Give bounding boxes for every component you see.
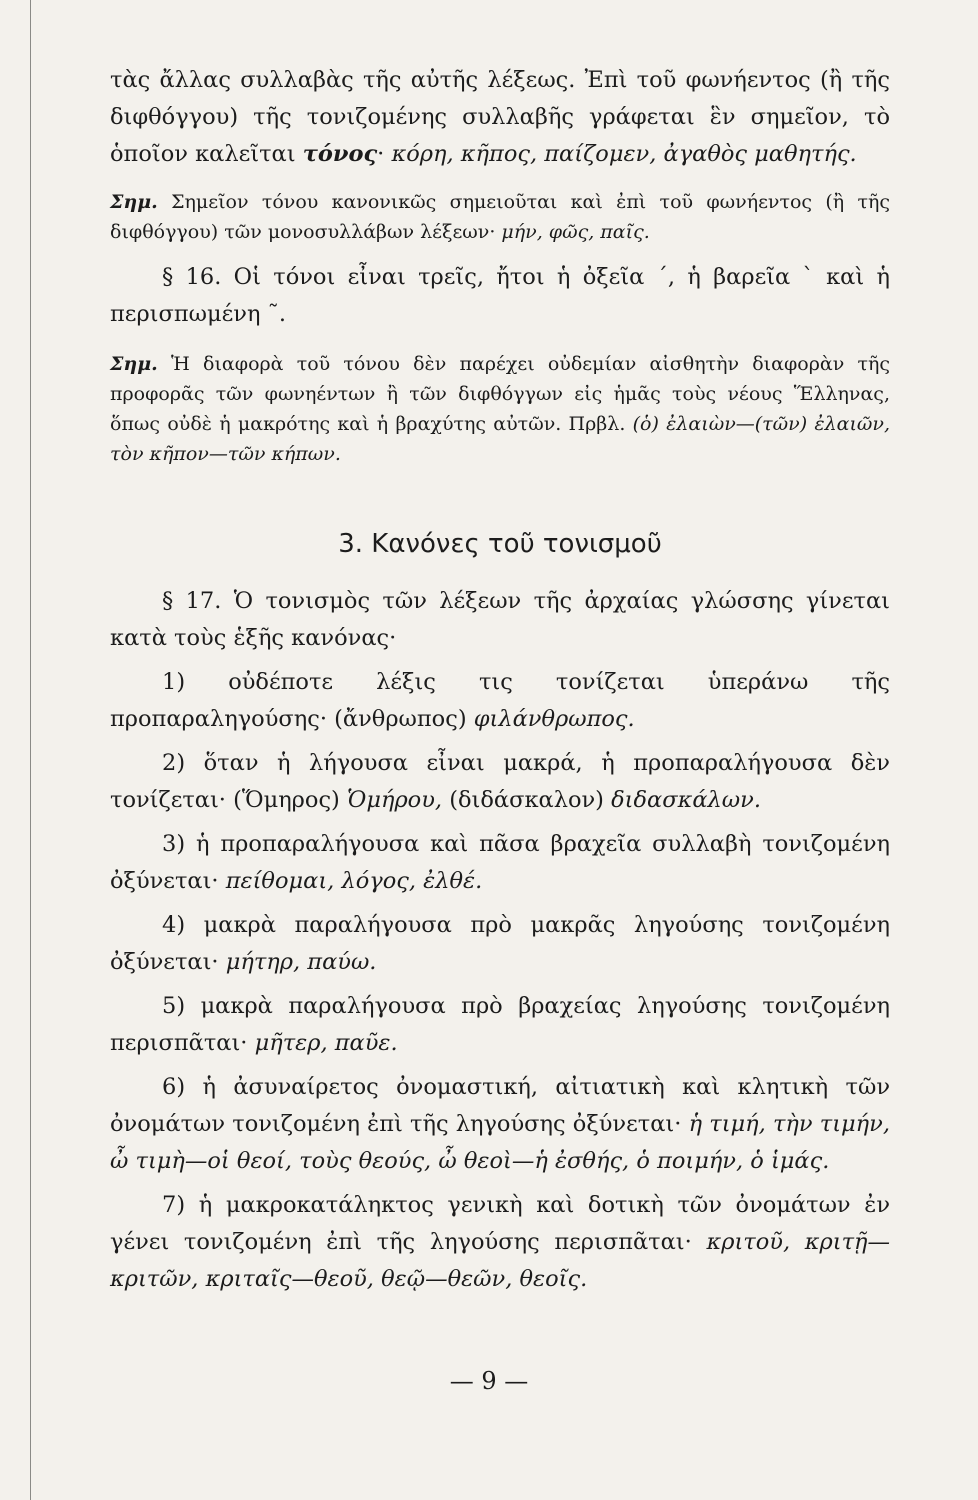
examples-italic: κριτοῦ, κριτῇ—κριτῶν, κριταῖς—θεοῦ, θεῷ—θεῶν, θεοῖς.	[110, 1229, 890, 1292]
examples-italic: πείθομαι, λόγος, ἐλθέ.	[225, 868, 483, 894]
rule-text: μακρὰ παραλήγουσα πρὸ μακρᾶς ληγούσης τονιζομένη ὀξύνεται·	[110, 912, 890, 975]
term-tonos: τόνος	[302, 141, 378, 167]
paragraph-tonos-definition	[110, 62, 890, 173]
rule-text: (διδάσκαλον)	[442, 787, 612, 813]
section-16-text: § 16. Οἱ τόνοι εἶναι τρεῖς, ἤτοι ἡ ὀξεῖα ´, ἡ βαρεῖα ` καὶ ἡ περισπωμένη ῀.	[110, 264, 890, 327]
examples-italic: κόρη, κῆπος, παίζομεν, ἀγαθὸς μαθητής.	[391, 141, 857, 167]
rule-4	[110, 907, 890, 981]
rule-number: 4)	[162, 912, 204, 938]
rule-2	[110, 745, 890, 819]
rule-1	[110, 664, 890, 738]
rule-number: 7)	[162, 1192, 199, 1218]
section-17-text: § 17. Ὁ τονισμὸς τῶν λέξεων τῆς ἀρχαίας γλώσσης γίνεται κατὰ τοὺς ἑξῆς κανόνας·	[110, 588, 890, 651]
rule-5	[110, 988, 890, 1062]
note-label: Σημ.	[110, 191, 158, 213]
rule-number: 2)	[162, 750, 204, 776]
examples-italic: ἡ τιμή, τὴν τιμήν, ὦ τιμὴ—οἱ θεοί, τοὺς θεούς, ὦ θεοὶ—ἡ ἐσθής, ὁ ποιμήν, ὁ ἱμάς.	[110, 1111, 890, 1174]
examples-italic: μήν, φῶς, παῖς.	[501, 221, 650, 243]
section-16	[110, 259, 890, 333]
examples-italic: (ὁ) ἐλαιὼν—(τῶν) ἐλαιῶν, τὸν κῆπον—τῶν κήπων.	[110, 413, 890, 465]
examples-italic: Ὁμήρου,	[347, 787, 443, 813]
rule-number: 1)	[162, 669, 229, 695]
rule-3	[110, 826, 890, 900]
examples-italic: μήτηρ, παύω.	[225, 949, 377, 975]
note-pronunciation	[110, 349, 890, 469]
examples-italic: φιλάνθρωπος.	[473, 706, 635, 732]
rule-6	[110, 1069, 890, 1180]
section-heading: 3. Κανόνες τοῦ τονισμοῦ	[338, 529, 662, 559]
note-text: Σημεῖον τόνου κανονικῶς σημειοῦται καὶ ἐπὶ τοῦ φωνήεντος (ἢ τῆς διφθόγγου) τῶν μονοσυλλάβων λέξεων·	[110, 191, 890, 243]
page-number: — 9 —	[449, 1367, 529, 1395]
note-monosyllables	[110, 187, 890, 247]
rule-text: ἡ ἀσυναίρετος ὀνομαστική, αἰτιατικὴ καὶ κλητικὴ τῶν ὀνομάτων τονιζομένη ἐπὶ τῆς ληγούσης ὀξύνεται·	[110, 1074, 891, 1137]
rule-number: 6)	[162, 1074, 203, 1100]
rule-number: 3)	[162, 831, 196, 857]
rule-text: ὅταν ἡ λήγουσα εἶναι μακρά, ἡ προπαραλήγουσα δὲν τονίζεται· (Ὅμηρος)	[110, 750, 890, 813]
section-17	[110, 583, 890, 657]
paragraph-text: τὰς ἄλλας συλλαβὰς τῆς αὐτῆς λέξεως. Ἐπὶ τοῦ φωνήεντος (ἢ τῆς διφθόγγου) τῆς τονιζομένης συλλαβῆς γράφεται ἓν σημεῖον, τὸ ὁποῖον καλεῖται	[110, 67, 890, 167]
note-label: Σημ.	[110, 353, 158, 375]
punctuation: ·	[377, 141, 392, 167]
examples-italic: μῆτερ, παῦε.	[254, 1030, 398, 1056]
rule-number: 5)	[162, 993, 201, 1019]
rule-text: οὐδέποτε λέξις τις τονίζεται ὑπεράνω τῆς προπαραληγούσης· (ἄνθρωπος)	[110, 669, 890, 732]
examples-italic: διδασκάλων.	[611, 787, 761, 813]
note-text: Ἡ διαφορὰ τοῦ τόνου δὲν παρέχει οὐδεμίαν αἰσθητὴν διαφορὰν τῆς προφορᾶς τῶν φωνηέντων ἢ τῶν διφθόγγων εἰς ἡμᾶς τοὺς νέους Ἕλληνας, ὅπως οὐδὲ ἡ μακρότης καὶ ἡ βραχύτης αὐτῶν. Πρβλ.	[110, 353, 890, 435]
page-edge-line	[30, 0, 31, 1500]
rule-text: ἡ μακροκατάληκτος γενικὴ καὶ δοτικὴ τῶν ὀνομάτων ἐν γένει τονιζομένη ἐπὶ τῆς ληγούσης περισπᾶται·	[110, 1192, 890, 1255]
rule-text: ἡ προπαραλήγουσα καὶ πᾶσα βραχεῖα συλλαβὴ τονιζομένη ὀξύνεται·	[110, 831, 890, 894]
rule-text: μακρὰ παραλήγουσα πρὸ βραχείας ληγούσης τονιζομένη περισπᾶται·	[110, 993, 890, 1056]
rule-7	[110, 1187, 890, 1298]
page-body	[110, 62, 890, 1298]
